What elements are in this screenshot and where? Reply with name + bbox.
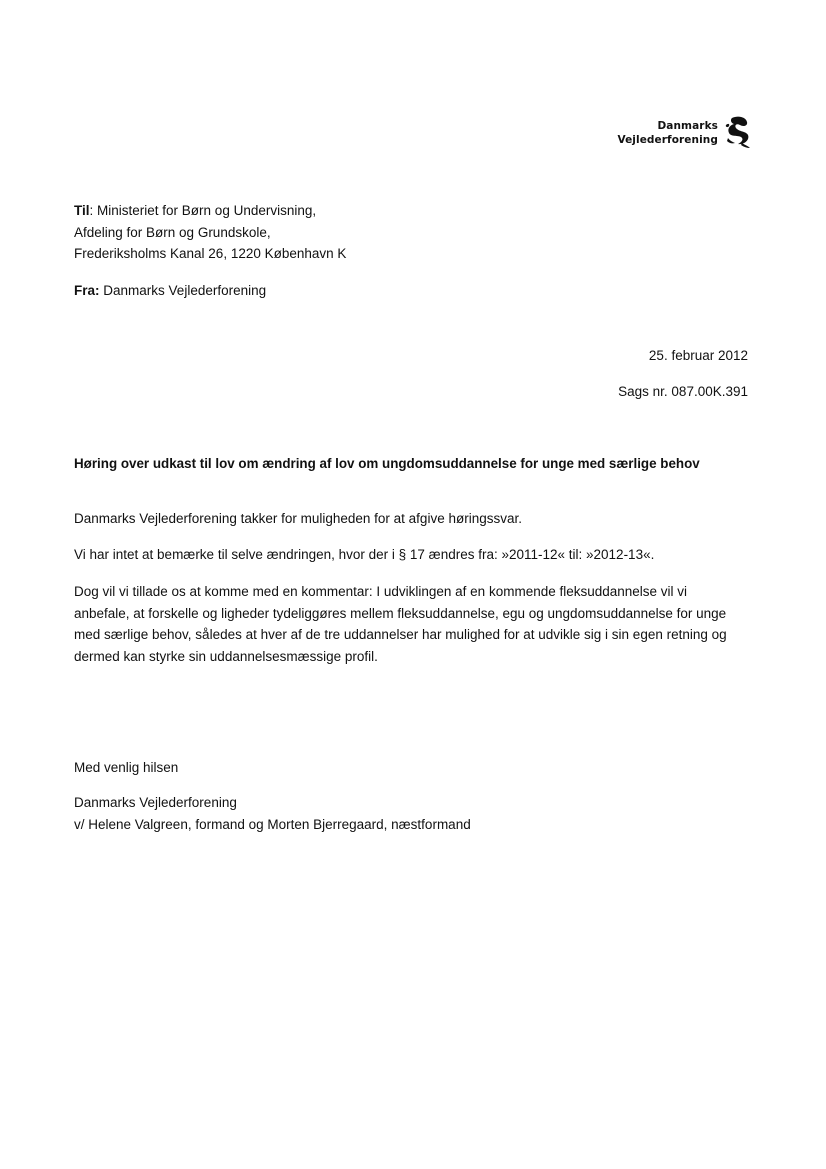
recipient-line-2: Afdeling for Børn og Grundskole,	[74, 224, 271, 240]
closing-greeting: Med venlig hilsen	[74, 760, 179, 775]
stylized-figure-logo-icon	[722, 115, 752, 149]
logo-line-2: Vejlederforening	[617, 134, 718, 146]
sender-label: Fra:	[74, 283, 100, 298]
recipient-line-1: Til: Ministeriet for Børn og Undervisning,	[74, 203, 317, 218]
recipient-label: Til	[74, 203, 90, 218]
recipient-line-3: Frederiksholms Kanal 26, 1220 København K	[74, 246, 347, 261]
logo-line-1: Danmarks	[657, 120, 718, 132]
recipient-block	[74, 200, 754, 265]
signature-organization: Danmarks Vejlederforening	[74, 795, 237, 810]
body-paragraph-3: Dog vil vi tillade os at komme med en kommentar: I udviklingen af en kommende fleksuddannelse vil vi anbefale, at forskelle og ligheder tydeliggøres mellem fleksuddannelse, egu og ungdomsuddannelse for unge med særlige behov, således at hver af de tre uddannelser har mulighed for at udvikle sig i sin egen retning og dermed kan styrke sin uddannelsesmæssige profil.	[74, 584, 727, 664]
letter-date: 25. februar 2012	[648, 348, 748, 363]
sender-name: Danmarks Vejlederforening	[103, 283, 267, 298]
organization-logo	[606, 115, 756, 151]
signature-signatories: v/ Helene Valgreen, formand og Morten Bjerregaard, næstformand	[74, 816, 471, 832]
sender-block	[74, 280, 754, 302]
logo-text	[617, 119, 718, 147]
body-paragraph-2: Vi har intet at bemærke til selve ændringen, hvor der i § 17 ændres fra: »2011-12« til: »2012-13«.	[74, 547, 655, 562]
signature-block	[74, 792, 734, 835]
body-paragraph-1: Danmarks Vejlederforening takker for muligheden for at afgive høringssvar.	[74, 511, 522, 526]
case-number: Sags nr. 087.00K.391	[618, 384, 748, 399]
letter-subject: Høring over udkast til lov om ændring af lov om ungdomsuddannelse for unge med særlige behov	[74, 456, 700, 471]
